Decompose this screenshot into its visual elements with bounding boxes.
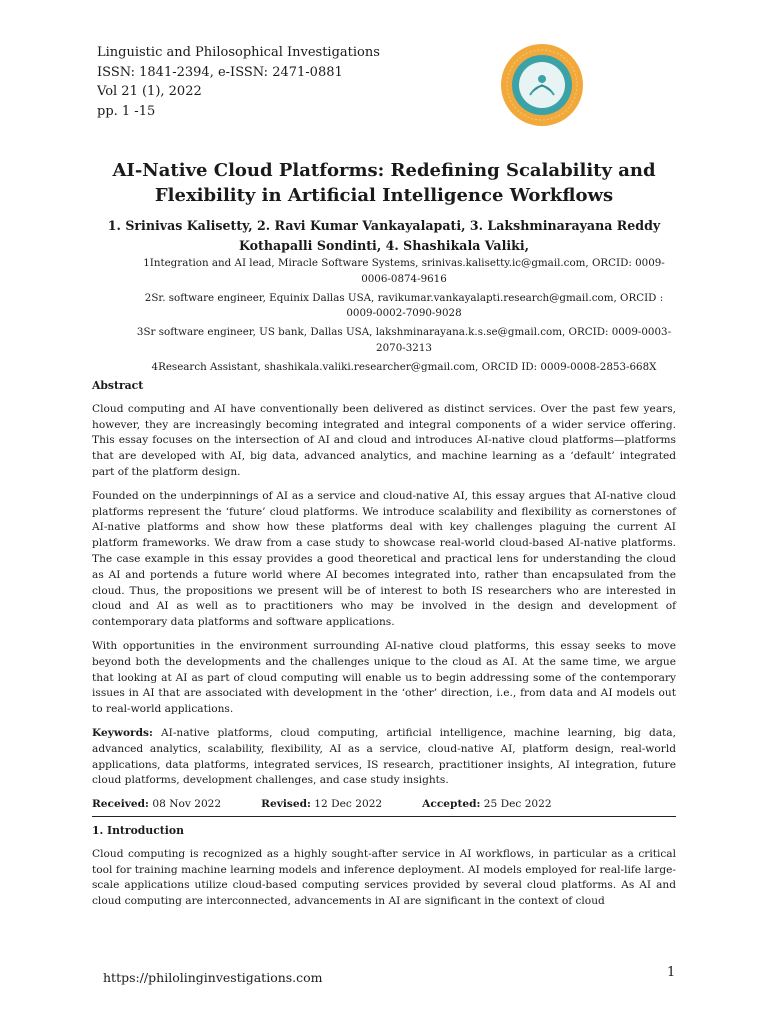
paper-title: AI-Native Cloud Platforms: Redefining Scalability and Flexibility in Artificial Intelligence Workflows <box>112 160 656 206</box>
journal-header <box>97 43 380 121</box>
received-date: Received: 08 Nov 2022 <box>92 798 222 811</box>
abstract-paragraph-1: Cloud computing and AI have conventionally been delivered as distinct services. Over the past few years, however, they are increasingly becoming integrated and integral components of a wider service offering. This essay focuses on the intersection of AI and cloud and introduces AI-native cloud platforms—platforms that are developed with AI, big data, advanced analytics, and machine learning as a ‘default’ integrated part of the platform design. <box>92 402 676 478</box>
abstract-heading: Abstract <box>92 379 144 392</box>
affiliation-3: 3Sr software engineer, US bank, Dallas USA, lakshminarayana.k.s.se@gmail.com, ORCID: 0009-0003-2070-3213 <box>136 326 672 354</box>
introduction-heading: 1. Introduction <box>92 823 184 837</box>
journal-pages: pp. 1 -15 <box>97 103 156 119</box>
page-number: 1 <box>667 965 676 980</box>
journal-name: Linguistic and Philosophical Investigations <box>97 45 380 60</box>
accepted-date: Accepted: 25 Dec 2022 <box>422 798 552 811</box>
footer-url: https://philolinginvestigations.com <box>103 970 323 985</box>
abstract-paragraph-3: With opportunities in the environment surrounding AI-native cloud platforms, this essay seeks to move beyond both the developments and the challenges unique to the cloud as AI. At the same time, we argue that looking at AI as part of cloud computing will enable us to begin addressing some of the contemporary issues in AI that are associated with development in the ‘other’ direction, i.e., from data and AI models out to real-world applications. <box>92 639 676 716</box>
journal-volume: Vol 21 (1), 2022 <box>97 84 202 99</box>
keywords-label: Keywords: <box>92 726 153 739</box>
introduction-paragraph: Cloud computing is recognized as a highly sought-after service in AI workflows, in particular as a critical tool for training machine learning models and inference deployment. AI models employed for real-life large-scale applications utilize cloud-based computing services provided by several cloud platforms. As AI and cloud computing are interconnected, advancements in AI are significant in the context of cloud <box>92 847 676 908</box>
keywords-text: AI-native platforms, cloud computing, artificial intelligence, machine learning, big data, advanced analytics, scalability, flexibility, AI as a service, cloud-native AI, platform design, real-world applications, data platforms, integrated services, IS research, practitioner insights, AI integration, future cloud platforms, development challenges, and case study insights. <box>92 726 676 787</box>
keywords <box>92 726 676 789</box>
paper-body <box>92 378 676 918</box>
affiliation-2: 2Sr. software engineer, Equinix Dallas USA, ravikumar.vankayalapti.research@gmail.com, ORCID : 0009-0002-7090-9028 <box>144 291 664 320</box>
submission-dates <box>92 797 676 817</box>
revised-date: Revised: 12 Dec 2022 <box>261 798 383 811</box>
affiliations <box>130 256 678 379</box>
affiliation-1: 1Integration and AI lead, Miracle Software Systems, srinivas.kalisetty.ic@gmail.com, ORCID: 0009-0006-0874-9616 <box>143 257 665 285</box>
affiliation-4: 4Research Assistant, shashikala.valiki.researcher@gmail.com, ORCID ID: 0009-0008-2853-668X <box>151 361 657 374</box>
abstract-paragraph-2: Founded on the underpinnings of AI as a service and cloud-native AI, this essay argues that AI-native cloud platforms represent the ‘future’ cloud platforms. We introduce scalability and flexibility as cornerstones of AI-native platforms and show how these platforms deal with key challenges plaguing the current AI platform frameworks. We draw from a case study to showcase real-world cloud-based AI-native platforms. The case example in this essay provides a good theoretical and practical lens for understanding the cloud as AI and portends a future world where AI becomes integrated into, rather than encapsulated from the cloud. Thus, the propositions we present will be of interest to both IS researchers who are interested in cloud and AI as well as to practitioners who may be involved in the design and development of contemporary data platforms and software applications. <box>92 489 676 629</box>
author-list: 1. Srinivas Kalisetty, 2. Ravi Kumar Vankayalapati, 3. Lakshminarayana Reddy Kothapalli Sondinti, 4. Shashikala Valiki, <box>107 218 661 253</box>
journal-issn: ISSN: 1841-2394, e-ISSN: 2471-0881 <box>97 64 343 80</box>
journal-seal-logo <box>500 43 584 127</box>
